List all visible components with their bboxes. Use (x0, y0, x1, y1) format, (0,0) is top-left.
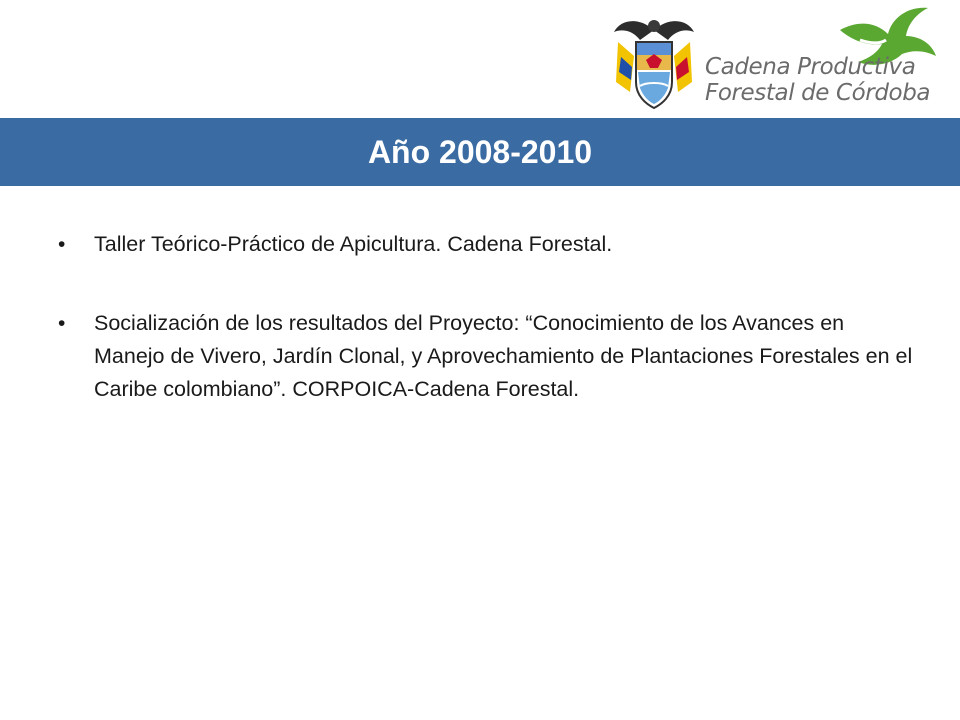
bullet-text: Taller Teórico-Práctico de Apicultura. Cadena Forestal. (94, 232, 613, 256)
org-name (705, 54, 930, 106)
coat-of-arms-icon (608, 12, 700, 112)
bullet-marker: • (58, 312, 66, 335)
slide-title: Año 2008-2010 (367, 134, 593, 170)
list-item (58, 228, 918, 261)
org-name-line2: Forestal de Córdoba (705, 80, 931, 106)
list-item (58, 307, 918, 406)
title-band (0, 118, 960, 186)
header-logos (0, 0, 960, 118)
bullet-list (58, 228, 918, 452)
bullet-text: Socialización de los resultados del Proyecto: “Conocimiento de los Avances en Manejo de Vivero, Jardín Clonal, y Aprovechamiento de Plantaciones Forestales en el Caribe colombiano”. CORPOICA-Cadena Forestal. (94, 311, 913, 401)
org-name-line1: Cadena Productiva (705, 54, 916, 80)
bullet-marker: • (58, 233, 66, 256)
